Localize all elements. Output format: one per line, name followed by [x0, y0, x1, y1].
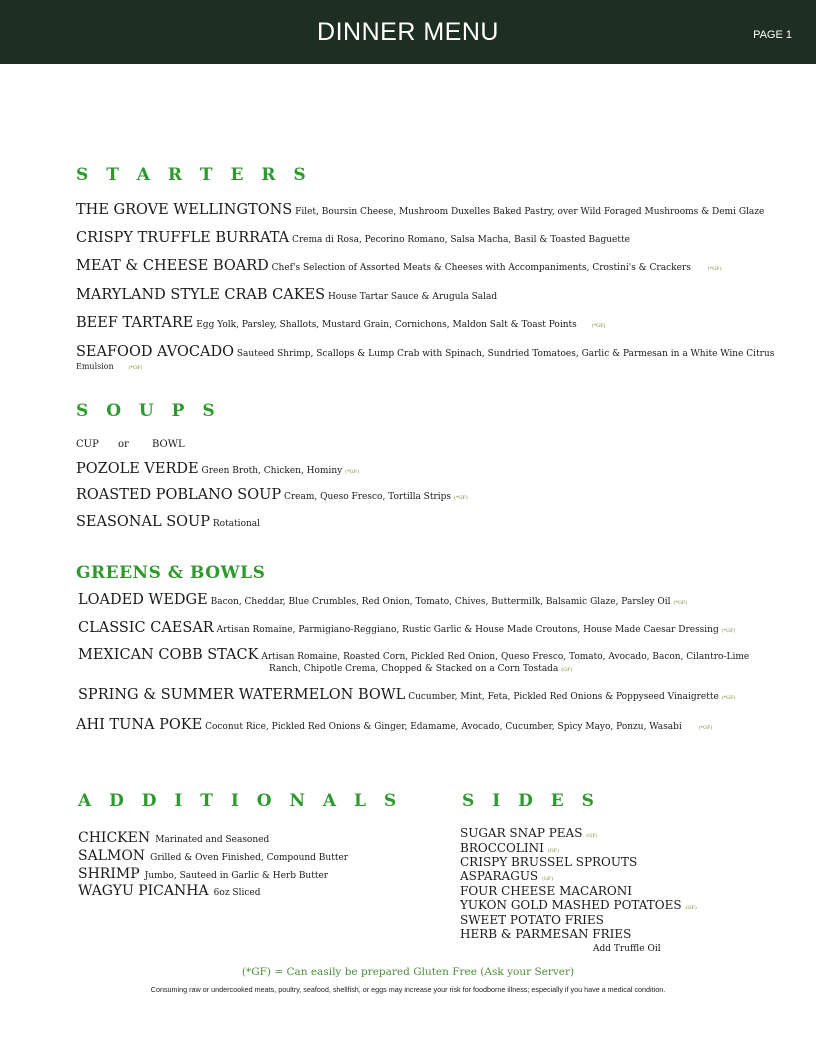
gf-marker: (*GF) — [721, 695, 736, 701]
starter-item — [76, 344, 775, 360]
item-desc: Crema di Rosa, Pecorino Romano, Salsa Macha, Basil & Toasted Baguette — [291, 235, 630, 245]
item-name: BROCCOLINI — [460, 841, 544, 855]
item-name: YUKON GOLD MASHED POTATOES — [460, 898, 682, 912]
item-desc: House Tartar Sauce & Arugula Salad — [327, 292, 498, 302]
item-name: SWEET POTATO FRIES — [460, 913, 604, 927]
greens-item — [78, 689, 748, 704]
sides-heading: S I D E S — [462, 791, 600, 811]
item-desc: Bacon, Cheddar, Blue Crumbles, Red Onion, Tomato, Chives, Buttermilk, Balsamic Glaze, Parsley Oil — [210, 597, 671, 607]
gf-marker: (GF) — [561, 667, 573, 673]
gf-marker: (*GF) — [673, 600, 688, 606]
item-name: SHRIMP — [78, 866, 140, 882]
item-desc: Marinated and Seasoned — [155, 835, 270, 845]
starter-item-continued — [76, 361, 746, 374]
gf-marker: (*GF) — [128, 365, 143, 371]
side-item — [460, 841, 559, 855]
or-label: or — [118, 439, 129, 450]
item-desc: Grilled & Oven Finished, Compound Butter — [150, 853, 349, 863]
item-desc: Chef's Selection of Assorted Meats & Cheeses with Accompaniments, Crostini's & Crackers — [271, 263, 691, 273]
side-item — [460, 869, 553, 883]
gf-marker: (*GF) — [591, 323, 606, 329]
gf-marker: (*GF) — [453, 495, 468, 501]
side-item — [460, 826, 598, 840]
item-name: CLASSIC CAESAR — [78, 620, 214, 636]
gf-marker: (*GF) — [721, 628, 736, 634]
side-item — [460, 913, 604, 927]
item-name: ROASTED POBLANO SOUP — [76, 487, 282, 503]
side-item — [460, 855, 637, 869]
bowl-label: BOWL — [152, 439, 185, 450]
item-name: SALMON — [78, 848, 146, 864]
item-name: CRISPY BRUSSEL SPROUTS — [460, 855, 638, 869]
soup-item — [76, 516, 746, 530]
page-number: PAGE 1 — [753, 29, 792, 41]
item-name: WAGYU PICANHA — [78, 883, 209, 899]
item-desc-continued: Ranch, Chipotle Crema, Chopped & Stacked on a Corn Tostada — [269, 664, 559, 674]
item-desc: Sauteed Shrimp, Scallops & Lump Crab with Spinach, Sundried Tomatoes, Garlic & Parmesan in a White Wine Citrus — [236, 349, 775, 359]
menu-title: DINNER MENU — [317, 18, 499, 46]
cup-label: CUP — [76, 439, 99, 450]
item-desc: Filet, Boursin Cheese, Mushroom Duxelles Baked Pastry, over Wild Foraged Mushrooms & Demi Glaze — [295, 207, 765, 217]
item-name: MEXICAN COBB STACK — [78, 647, 259, 663]
additional-item — [78, 845, 348, 864]
item-desc: 6oz Sliced — [213, 888, 261, 898]
starter-item — [76, 289, 746, 303]
item-desc: Coconut Rice, Pickled Red Onions & Ginger, Edamame, Avocado, Cucumber, Spicy Mayo, Ponzu, Wasabi — [205, 722, 682, 732]
item-name: SUGAR SNAP PEAS — [460, 826, 583, 840]
soup-item — [76, 489, 746, 504]
item-name: ASPARAGUS — [460, 869, 539, 883]
item-desc: Jumbo, Sauteed in Garlic & Herb Butter — [144, 871, 329, 881]
item-name: FOUR CHEESE MACARONI — [460, 884, 633, 898]
gf-footnote: (*GF) = Can easily be prepared Gluten Free (Ask your Server) — [241, 966, 575, 978]
gf-marker: (GF) — [685, 905, 697, 911]
gf-marker: (*GF) — [345, 469, 359, 475]
gf-marker: (GF) — [547, 848, 560, 854]
header-bar — [0, 0, 816, 64]
gf-marker: (*GF) — [698, 725, 713, 731]
item-name: MEAT & CHEESE BOARD — [76, 258, 269, 274]
side-item — [460, 884, 632, 898]
additional-item — [78, 827, 269, 846]
item-desc: Egg Yolk, Parsley, Shallots, Mustard Grain, Cornichons, Maldon Salt & Toast Points — [196, 320, 577, 330]
item-name: CRISPY TRUFFLE BURRATA — [76, 230, 290, 246]
item-desc-continued: Emulsion — [76, 362, 114, 371]
item-desc: Green Broth, Chicken, Hominy — [201, 466, 343, 476]
gf-marker: (GF) — [541, 876, 554, 882]
greens-heading: GREENS & BOWLS — [76, 563, 266, 583]
item-name: POZOLE VERDE — [76, 461, 199, 477]
item-desc: Artisan Romaine, Roasted Corn, Pickled Red Onion, Queso Fresco, Tomato, Avocado, Bacon, Cilantro-Lime — [261, 652, 750, 662]
starter-item — [76, 232, 746, 246]
item-name: SPRING & SUMMER WATERMELON BOWL — [78, 687, 406, 703]
greens-item — [78, 649, 748, 663]
soup-size-options — [76, 439, 185, 450]
gf-marker: (GF) — [586, 833, 598, 839]
item-name: AHI TUNA POKE — [76, 717, 203, 733]
additional-item — [78, 880, 260, 899]
soups-heading: S O U P S — [76, 401, 221, 421]
starter-item — [76, 260, 746, 275]
item-desc: Rotational — [212, 519, 261, 529]
greens-item — [78, 622, 748, 637]
greens-item-continued — [269, 663, 739, 676]
item-name: CHICKEN — [78, 830, 151, 846]
item-name: SEASONAL SOUP — [76, 514, 211, 530]
item-desc: Artisan Romaine, Parmigiano-Reggiano, Rustic Garlic & House Made Croutons, House Made Caesar Dressing — [216, 625, 719, 635]
item-name: LOADED WEDGE — [78, 592, 208, 608]
side-item — [460, 898, 697, 912]
starter-item — [76, 202, 765, 218]
item-desc: Cucumber, Mint, Feta, Pickled Red Onions & Poppyseed Vinaigrette — [408, 692, 719, 702]
item-name: BEEF TARTARE — [76, 315, 194, 331]
item-desc: Cream, Queso Fresco, Tortilla Strips — [283, 492, 452, 502]
greens-item — [78, 594, 748, 609]
greens-item — [76, 719, 746, 734]
side-item — [460, 927, 631, 941]
starters-heading: S T A R T E R S — [76, 165, 312, 185]
starter-item — [76, 317, 746, 332]
item-name: MARYLAND STYLE CRAB CAKES — [76, 287, 326, 303]
item-name: SEAFOOD AVOCADO — [76, 344, 234, 360]
item-name: THE GROVE WELLINGTONS — [76, 202, 293, 218]
truffle-addon: Add Truffle Oil — [593, 944, 661, 954]
item-name: HERB & PARMESAN FRIES — [460, 927, 632, 941]
soup-item — [76, 463, 746, 478]
additionals-heading: A D D I T I O N A L S — [78, 791, 403, 811]
gf-marker: (*GF) — [707, 266, 722, 272]
health-disclaimer: Consuming raw or undercooked meats, poultry, seafood, shellfish, or eggs may increase your risk for foodborne illness; especially if you have a medical condition. — [150, 985, 666, 994]
